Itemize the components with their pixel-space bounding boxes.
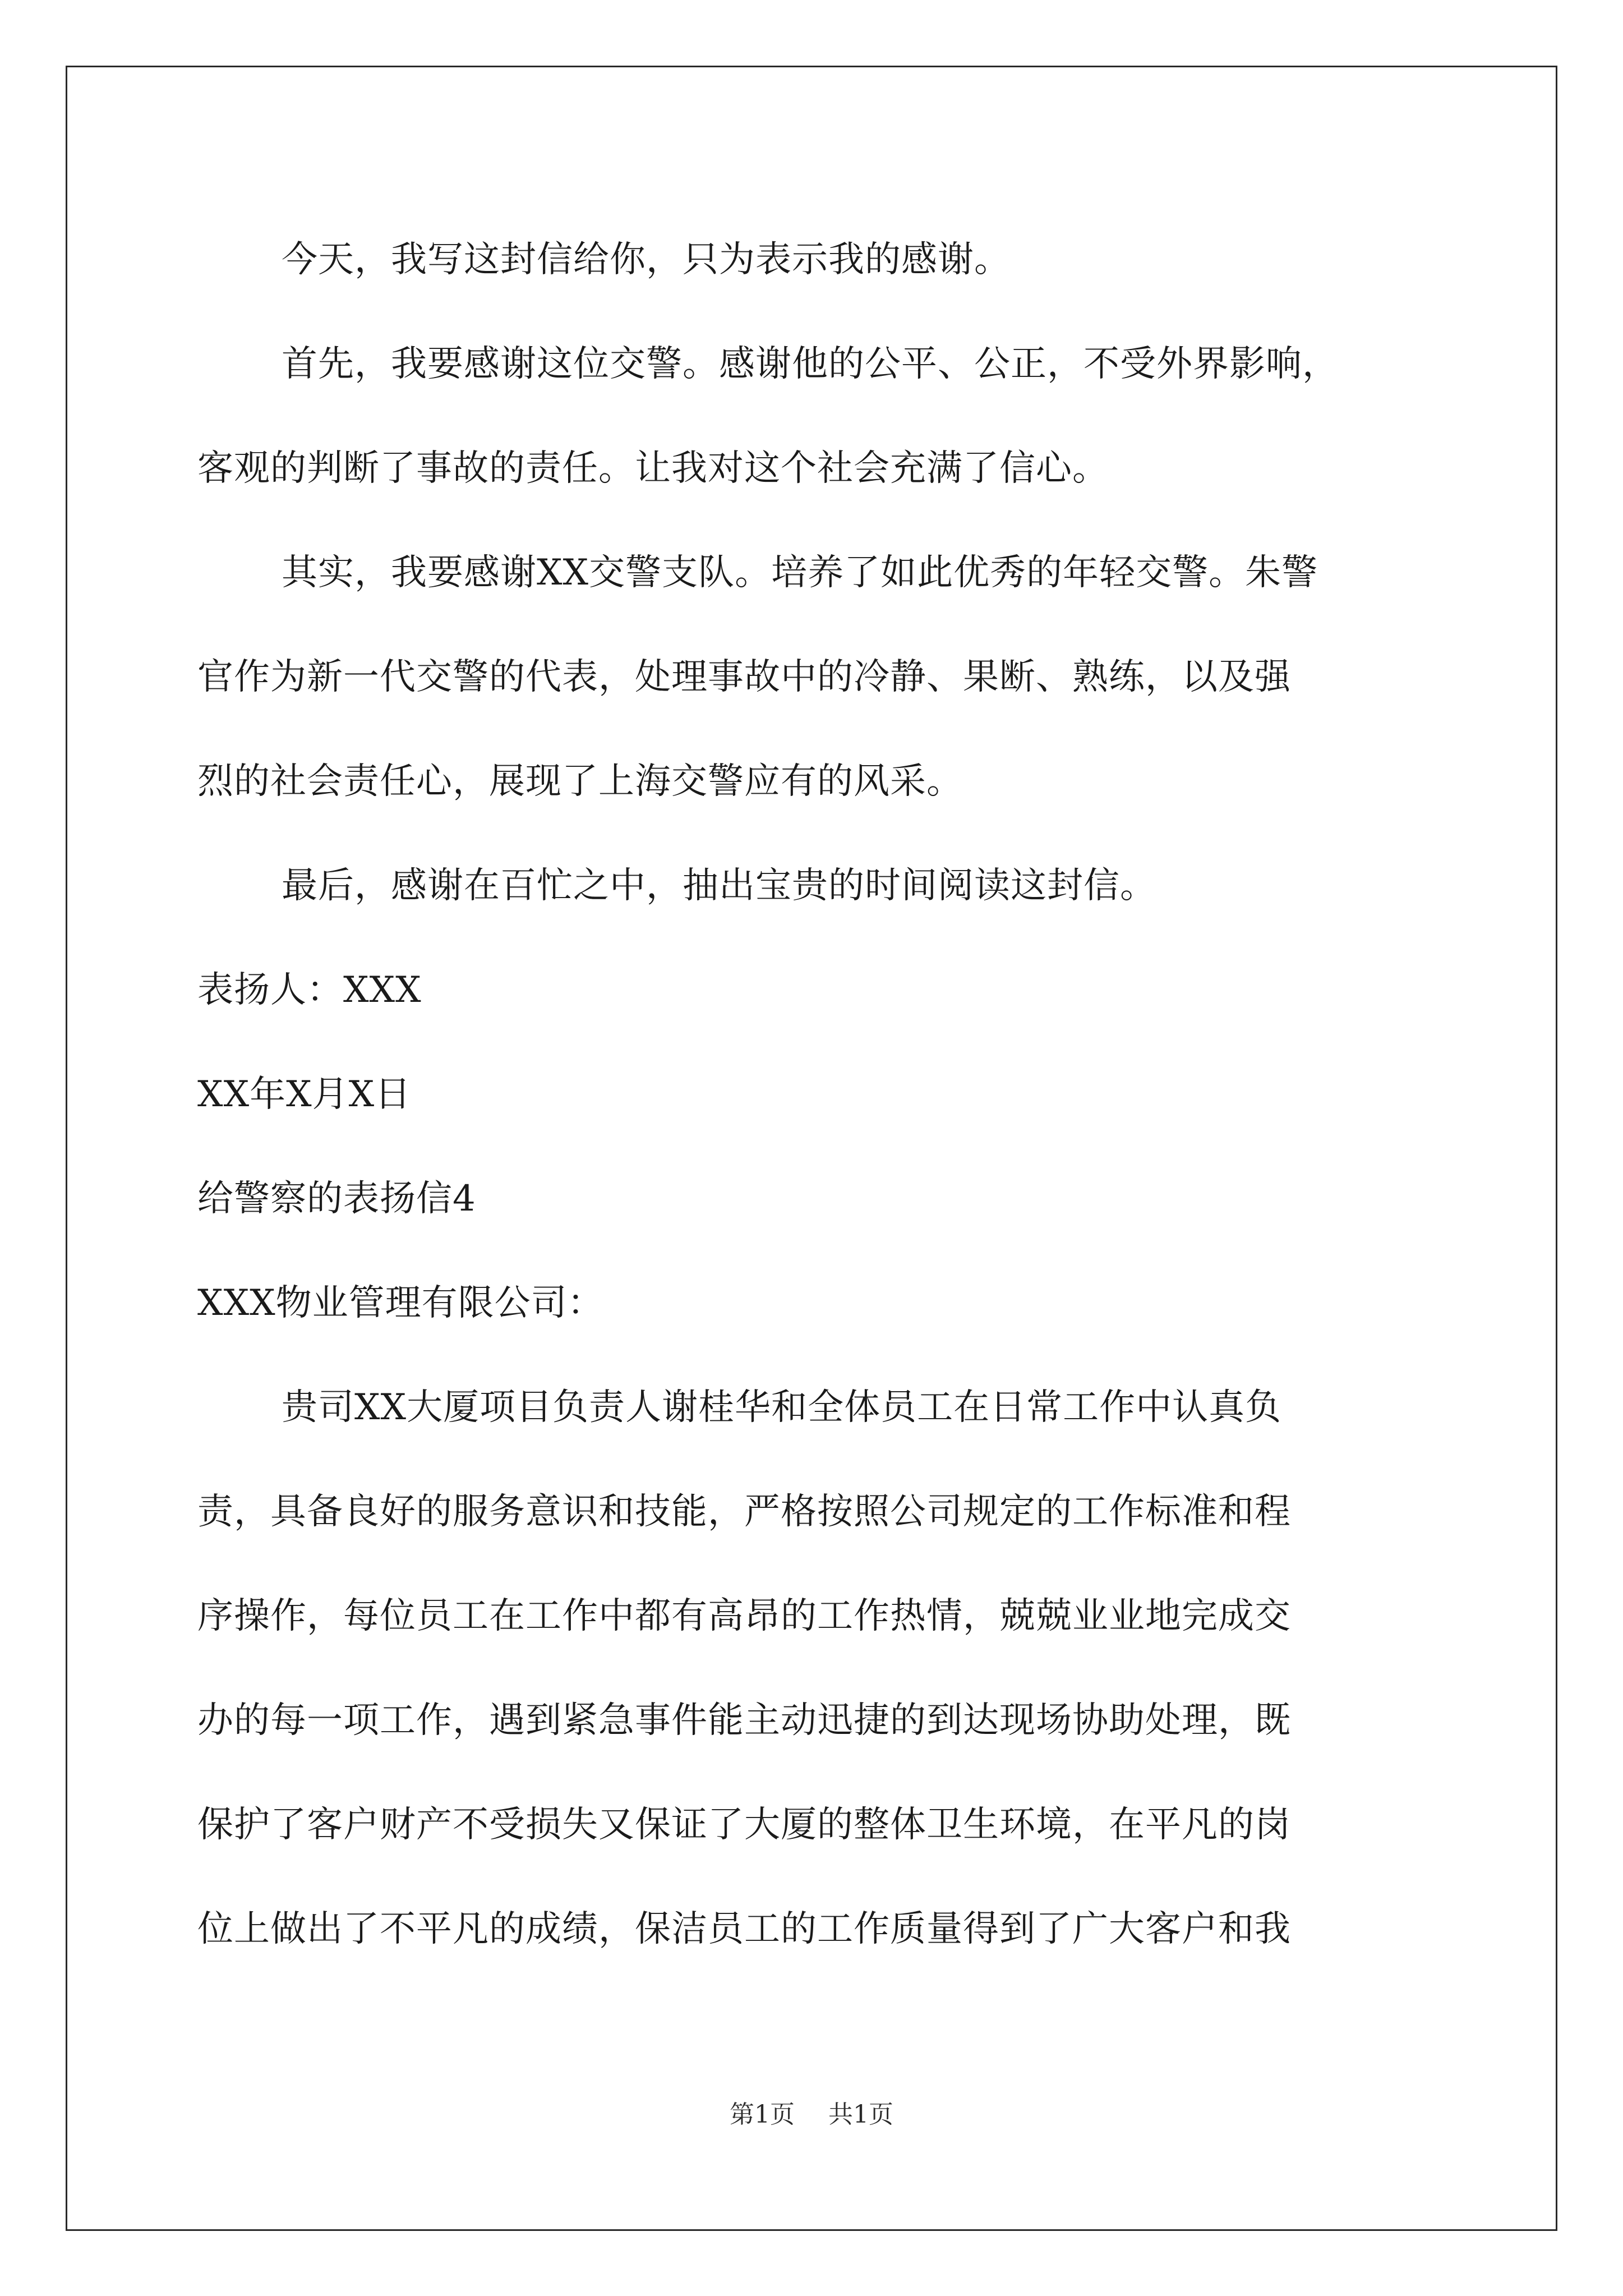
page-footer (0, 2098, 1623, 2132)
paragraph-line: 贵司XX大厦项目负责人谢桂华和全体员工在日常工作中认真负 (282, 1387, 1282, 1428)
paragraph-line: 位上做出了不平凡的成绩，保洁员工的工作质量得到了广大客户和我 (197, 1908, 1291, 1950)
page-number-total: 共1页 (828, 2100, 893, 2129)
paragraph-line: 序操作，每位员工在工作中都有高昂的工作热情，兢兢业业地完成交 (197, 1595, 1291, 1637)
paragraph-line: 今天，我写这封信给你，只为表示我的感谢。 (282, 239, 1011, 280)
date-line: XX年X月X日 (197, 1074, 412, 1115)
paragraph-line: 保护了客户财产不受损失又保证了大厦的整体卫生环境，在平凡的岗 (197, 1804, 1291, 1846)
page-number-current: 第1页 (730, 2100, 795, 2129)
paragraph-line: 责，具备良好的服务意识和技能，严格按照公司规定的工作标准和程 (197, 1491, 1291, 1533)
signature-line: 表扬人：XXX (197, 969, 422, 1011)
paragraph-line: 办的每一项工作，遇到紧急事件能主动迅捷的到达现场协助处理，既 (197, 1700, 1291, 1741)
document-body (197, 208, 1431, 1981)
section-title: 给警察的表扬信4 (197, 1178, 476, 1220)
paragraph-line: 首先，我要感谢这位交警。感谢他的公平、公正，不受外界影响， (282, 343, 1339, 385)
paragraph-line: 最后，感谢在百忙之中，抽出宝贵的时间阅读这封信。 (282, 865, 1156, 907)
paragraph-line: 官作为新一代交警的代表，处理事故中的冷静、果断、熟练，以及强 (197, 656, 1291, 698)
paragraph-line: 其实，我要感谢XX交警支队。培养了如此优秀的年轻交警。朱警 (282, 552, 1318, 593)
addressee-line: XXX物业管理有限公司： (197, 1282, 604, 1324)
paragraph-line: 客观的判断了事故的责任。让我对这个社会充满了信心。 (197, 448, 1109, 489)
paragraph-line: 烈的社会责任心，展现了上海交警应有的风采。 (197, 761, 963, 802)
